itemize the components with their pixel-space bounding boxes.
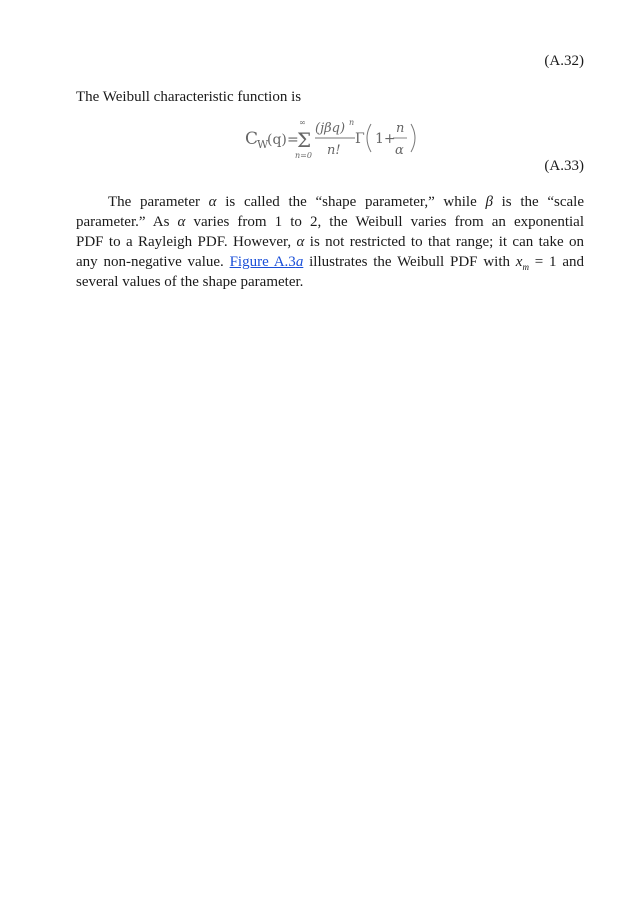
alpha-symbol: α: [208, 194, 217, 210]
alpha-symbol: α: [296, 234, 305, 250]
eq-one-plus: 1+: [375, 131, 396, 147]
eq-equals: =: [287, 132, 299, 148]
text-run: parameter.” As: [76, 214, 178, 230]
text-run: The parameter: [108, 194, 209, 210]
eq-sum-symbol: Σ: [297, 128, 312, 152]
link-text: Figure A.3: [229, 254, 296, 270]
eq-numerator-exp: n: [349, 118, 355, 127]
eq-denominator: n!: [327, 143, 341, 158]
paragraph-line-1: [76, 192, 584, 212]
text-run: illustrates the Weibull PDF with: [303, 254, 516, 270]
shape-scale-paragraph: [76, 192, 584, 292]
beta-symbol: β: [485, 194, 493, 210]
eq-sum-upper: ∞: [299, 118, 306, 127]
eq-gamma: Γ: [355, 131, 365, 147]
paragraph-line-4: [76, 252, 584, 272]
paragraph-line-3: [76, 232, 584, 252]
eq-lhs-sub: W: [257, 138, 269, 151]
text-run: any non-negative value.: [76, 254, 230, 270]
text-run: is called the “shape parameter,” while: [216, 194, 486, 210]
eq-lhs-arg: (q): [267, 132, 287, 148]
figure-a3a-link[interactable]: [230, 254, 304, 270]
eq-frac-den: α: [395, 143, 404, 158]
text-run: varies from 1 to 2, the Weibull varies from an exponential: [185, 214, 584, 230]
text-run: is the “scale: [492, 194, 584, 210]
paragraph-line-2: [76, 212, 584, 232]
xm-symbol: x: [515, 254, 523, 270]
equation-number-a33: (A.33): [544, 158, 584, 174]
xm-subscript: m: [522, 262, 529, 272]
eq-sum-lower: n=0: [295, 151, 312, 160]
text-run: is not restricted to that range; it can take on: [304, 234, 584, 250]
alpha-symbol: α: [177, 214, 186, 230]
paragraph-line-5: [76, 272, 584, 292]
eq-frac-num: n: [396, 121, 405, 136]
intro-sentence: The Weibull characteristic function is: [76, 89, 302, 105]
text-run: PDF to a Rayleigh PDF. However,: [76, 234, 297, 250]
equation-number-a32: (A.32): [544, 53, 584, 69]
eq-numerator: (jβq): [315, 121, 346, 136]
link-suffix: a: [295, 254, 304, 270]
weibull-characteristic-equation: [245, 114, 425, 166]
text-run: = 1 and: [528, 254, 584, 270]
text-run: several values of the shape parameter.: [76, 274, 304, 290]
eq-lhs-c: C: [245, 129, 259, 149]
